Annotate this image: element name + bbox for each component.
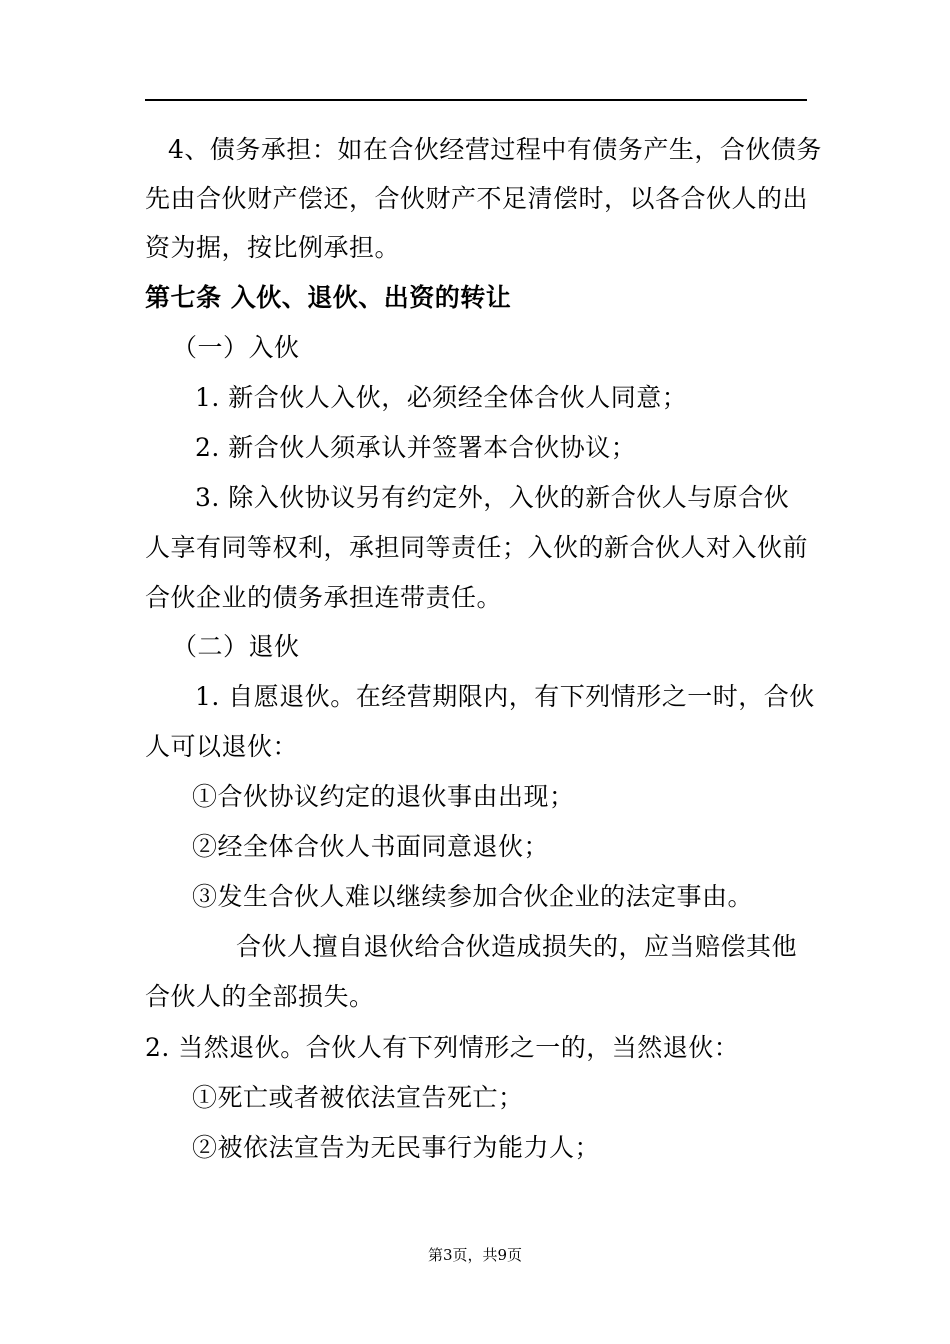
list-item: ②经全体合伙人书面同意退伙； <box>192 832 550 861</box>
list-item: 1. 自愿退伙。在经营期限内，有下列情形之一时，合伙 <box>195 682 815 711</box>
paragraph-line: 合伙人的全部损失。 <box>145 982 375 1011</box>
list-item: ②被依法宣告为无民事行为能力人； <box>192 1133 601 1162</box>
paragraph-line: 合伙人擅自退伙给合伙造成损失的，应当赔偿其他 <box>236 932 798 961</box>
list-item: ①合伙协议约定的退伙事由出现； <box>192 782 575 811</box>
subsection-heading: （一）入伙 <box>172 333 300 362</box>
list-item: 2. 新合伙人须承认并签署本合伙协议； <box>195 433 637 462</box>
paragraph-line: 合伙企业的债务承担连带责任。 <box>145 583 503 612</box>
paragraph-line: 资为据，按比例承担。 <box>145 233 401 262</box>
paragraph-line: 先由合伙财产偿还，合伙财产不足清偿时，以各合伙人的出 <box>145 184 809 213</box>
subsection-heading: （二）退伙 <box>172 632 300 661</box>
list-item: 2. 当然退伙。合伙人有下列情形之一的，当然退伙： <box>145 1033 740 1062</box>
paragraph-line: 人享有同等权利，承担同等责任；入伙的新合伙人对入伙前 <box>145 533 809 562</box>
list-item: ③发生合伙人难以继续参加合伙企业的法定事由。 <box>192 882 754 911</box>
page-number: 第3页，共9页 <box>427 1246 523 1264</box>
list-item: 1. 新合伙人入伙，必须经全体合伙人同意； <box>195 383 688 412</box>
list-item: ①死亡或者被依法宣告死亡； <box>192 1083 524 1112</box>
section-heading: 第七条 入伙、退伙、出资的转让 <box>145 283 512 312</box>
header-rule <box>145 99 807 101</box>
list-item: 3. 除入伙协议另有约定外，入伙的新合伙人与原合伙 <box>195 483 790 512</box>
paragraph-line: 人可以退伙： <box>145 732 299 761</box>
paragraph-line: 4、债务承担：如在合伙经营过程中有债务产生，合伙债务 <box>168 135 822 164</box>
